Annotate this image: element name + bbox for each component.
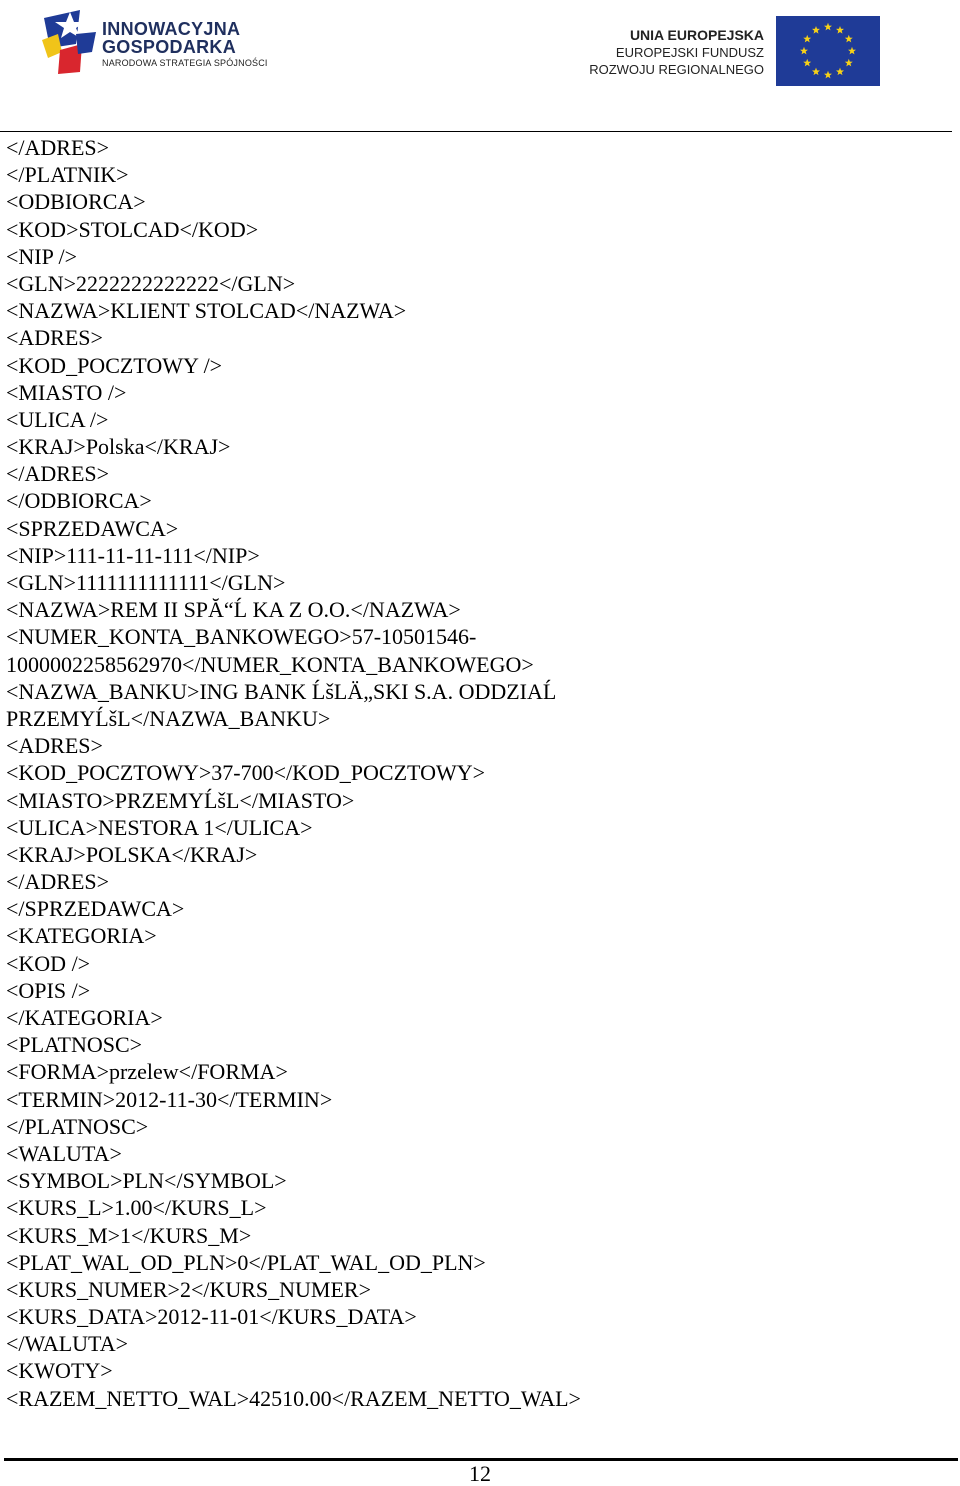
xml-line: <KWOTY> <box>6 1358 113 1384</box>
eu-flag-icon <box>776 16 880 86</box>
page-header <box>0 0 960 130</box>
xml-line: <NAZWA>REM II SPĂ“Ĺ KA Z O.O.</NAZWA> <box>6 597 461 623</box>
xml-line: <KOD>STOLCAD</KOD> <box>6 216 259 242</box>
xml-line: <KRAJ>POLSKA</KRAJ> <box>6 841 258 867</box>
page-number: 12 <box>469 1461 491 1486</box>
xml-line: <PLATNOSC> <box>6 1032 143 1058</box>
star-emblem-icon <box>40 4 100 76</box>
xml-line: <RAZEM_NETTO_WAL>42510.00</RAZEM_NETTO_WAL> <box>6 1385 581 1411</box>
header-divider <box>0 131 952 132</box>
xml-line: <ODBIORCA> <box>6 189 146 215</box>
xml-line: </PLATNOSC> <box>6 1113 149 1139</box>
xml-line: <GLN>2222222222222</GLN> <box>6 270 296 296</box>
eu-logo-title: UNIA EUROPEJSKA <box>629 27 764 43</box>
xml-line: <KATEGORIA> <box>6 923 157 949</box>
xml-line: 1000002258562970</NUMER_KONTA_BANKOWEGO> <box>6 651 534 677</box>
xml-line: <NUMER_KONTA_BANKOWEGO>57-10501546- <box>6 624 477 650</box>
xml-line: <SPRZEDAWCA> <box>6 515 179 541</box>
xml-line: <KOD /> <box>6 950 91 976</box>
xml-line: <TERMIN>2012-11-30</TERMIN> <box>6 1086 333 1112</box>
xml-line: <NAZWA_BANKU>ING BANK ĹšLÄ„SKI S.A. ODDZIAĹ <box>6 678 557 704</box>
logo-title-line2: GOSPODARKA <box>102 37 237 57</box>
xml-line: <MIASTO>PRZEMYĹšL</MIASTO> <box>6 787 355 813</box>
xml-line: <ADRES> <box>6 733 103 759</box>
logo-tagline: NARODOWA STRATEGIA SPÓJNOŚCI <box>102 58 268 68</box>
logo-title-line1: INNOWACYJNA <box>102 19 241 39</box>
xml-line: <MIASTO /> <box>6 379 127 405</box>
innowacyjna-gospodarka-logo <box>40 4 270 80</box>
xml-listing <box>6 134 946 1412</box>
xml-line: </ODBIORCA> <box>6 488 152 514</box>
xml-line: <NIP>111-11-11-111</NIP> <box>6 542 260 568</box>
xml-line: <OPIS /> <box>6 977 91 1003</box>
xml-line: <KOD_POCZTOWY /> <box>6 352 223 378</box>
xml-line: </ADRES> <box>6 135 110 160</box>
xml-line: </PLATNIK> <box>6 162 129 188</box>
xml-line: PRZEMYĹšL</NAZWA_BANKU> <box>6 705 331 731</box>
xml-line: </ADRES> <box>6 461 110 487</box>
xml-line: </WALUTA> <box>6 1331 129 1357</box>
xml-line: <KOD_POCZTOWY>37-700</KOD_POCZTOWY> <box>6 760 486 786</box>
xml-line: <KURS_NUMER>2</KURS_NUMER> <box>6 1276 372 1302</box>
xml-line: <ULICA /> <box>6 406 109 432</box>
xml-line: <NAZWA>KLIENT STOLCAD</NAZWA> <box>6 298 407 324</box>
xml-line: <KURS_M>1</KURS_M> <box>6 1222 252 1248</box>
xml-line: <FORMA>przelew</FORMA> <box>6 1059 288 1085</box>
xml-line: <KURS_L>1.00</KURS_L> <box>6 1195 267 1221</box>
xml-line: </KATEGORIA> <box>6 1005 163 1030</box>
eu-logo-line3: ROZWOJU REGIONALNEGO <box>589 62 764 77</box>
xml-line: <KURS_DATA>2012-11-01</KURS_DATA> <box>6 1304 417 1330</box>
xml-line: <SYMBOL>PLN</SYMBOL> <box>6 1168 287 1194</box>
xml-line: </ADRES> <box>6 869 110 895</box>
xml-line: <WALUTA> <box>6 1140 122 1166</box>
xml-line: <GLN>1111111111111</GLN> <box>6 570 286 595</box>
eu-logo-line2: EUROPEJSKI FUNDUSZ <box>615 45 764 60</box>
xml-line: <NIP /> <box>6 243 78 269</box>
xml-line: <ULICA>NESTORA 1</ULICA> <box>6 814 313 840</box>
xml-line: </SPRZEDAWCA> <box>6 896 185 922</box>
xml-line: <KRAJ>Polska</KRAJ> <box>6 434 231 460</box>
xml-line: <ADRES> <box>6 325 103 351</box>
unia-europejska-logo <box>588 16 880 88</box>
xml-line: <PLAT_WAL_OD_PLN>0</PLAT_WAL_OD_PLN> <box>6 1249 486 1275</box>
